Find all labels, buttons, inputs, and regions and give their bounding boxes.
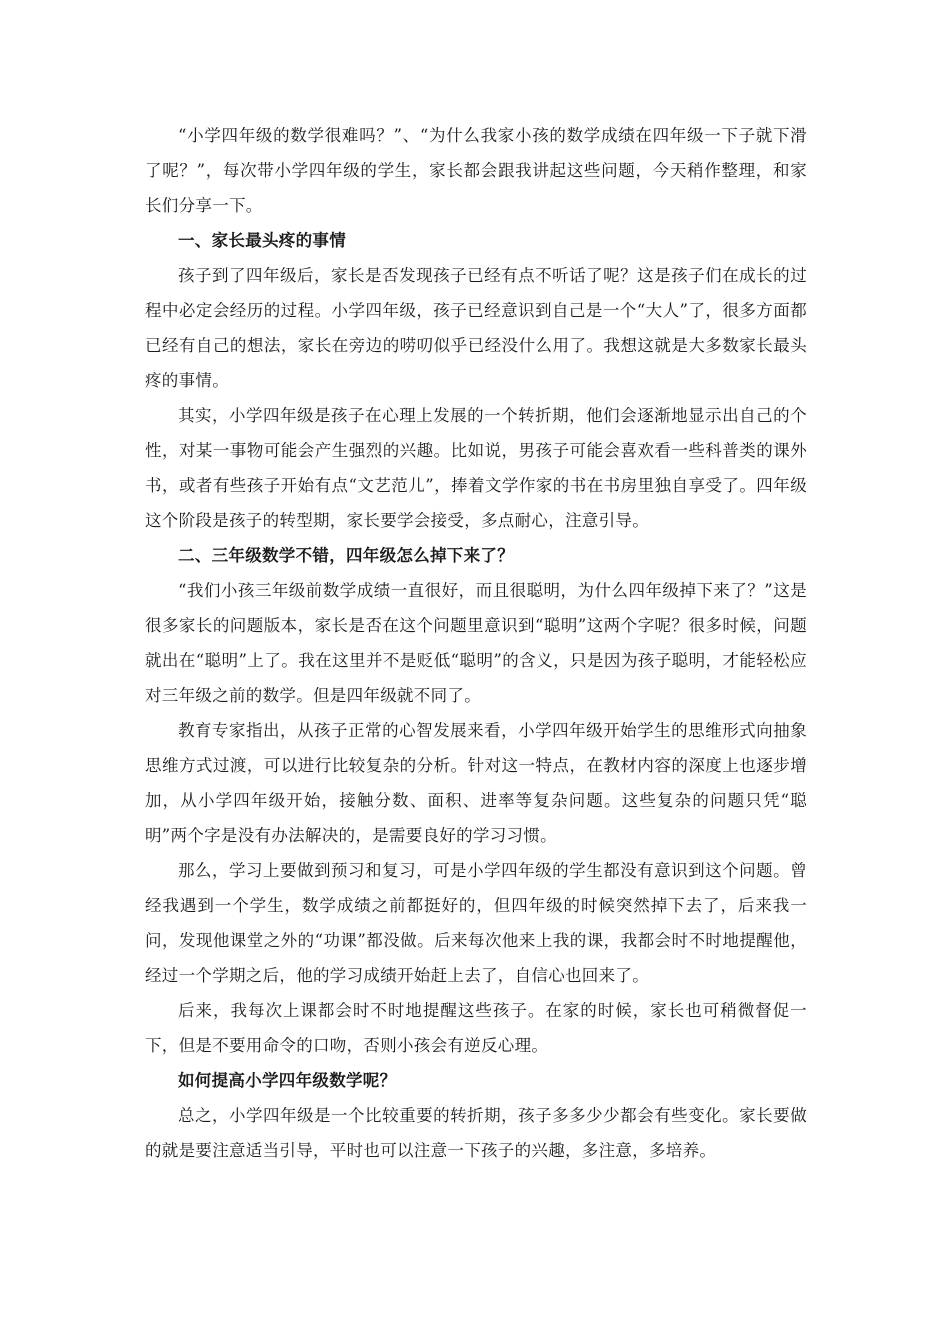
section-2-paragraph-4: 后来，我每次上课都会时不时地提醒这些孩子。在家的时候，家长也可稍微督促一下，但是不要用命令的口吻，否则小孩会有逆反心理。 xyxy=(145,1001,807,1055)
document-page xyxy=(145,118,807,1168)
section-1-heading: 一、家长最头疼的事情 xyxy=(178,231,346,250)
section-2-paragraph-3: 那么，学习上要做到预习和复习，可是小学四年级的学生都没有意识到这个问题。曾经我遇到一个学生，数学成绩之前都挺好的，但四年级的时候突然掉下去了，后来我一问，发现他课堂之外的“功课”都没做。后来每次他来上我的课，我都会时不时地提醒他，经过一个学期之后，他的学习成绩开始赶上去了，自信心也回来了。 xyxy=(145,861,807,985)
section-2-paragraph-2: 教育专家指出，从孩子正常的心智发展来看，小学四年级开始学生的思维形式向抽象思维方式过渡，可以进行比较复杂的分析。针对这一特点，在教材内容的深度上也逐步增加，从小学四年级开始，接触分数、面积、进率等复杂问题。这些复杂的问题只凭“聪明”两个字是没有办法解决的，是需要良好的学习习惯。 xyxy=(145,721,807,845)
section-2-paragraph-1: “我们小孩三年级前数学成绩一直很好，而且很聪明，为什么四年级掉下来了？”这是很多家长的问题版本，家长是否在这个问题里意识到“聪明”这两个字呢？很多时候，问题就出在“聪明”上了。我在这里并不是贬低“聪明”的含义，只是因为孩子聪明，才能轻松应对三年级之前的数学。但是四年级就不同了。 xyxy=(145,581,807,705)
section-2-heading: 二、三年级数学不错，四年级怎么掉下来了？ xyxy=(178,546,514,565)
intro-paragraph: “小学四年级的数学很难吗？”、“为什么我家小孩的数学成绩在四年级一下子就下滑了呢？”，每次带小学四年级的学生，家长都会跟我讲起这些问题，今天稍作整理，和家长们分享一下。 xyxy=(145,126,807,215)
section-1-paragraph-1: 孩子到了四年级后，家长是否发现孩子已经有点不听话了呢？这是孩子们在成长的过程中必定会经历的过程。小学四年级，孩子已经意识到自己是一个“大人”了，很多方面都已经有自己的想法，家长在旁边的唠叨似乎已经没什么用了。我想这就是大多数家长最头疼的事情。 xyxy=(145,266,807,390)
section-3-paragraph-1: 总之，小学四年级是一个比较重要的转折期，孩子多多少少都会有些变化。家长要做的就是要注意适当引导，平时也可以注意一下孩子的兴趣，多注意，多培养。 xyxy=(145,1106,807,1160)
section-1-paragraph-2: 其实，小学四年级是孩子在心理上发展的一个转折期，他们会逐渐地显示出自己的个性，对某一事物可能会产生强烈的兴趣。比如说，男孩子可能会喜欢看一些科普类的课外书，或者有些孩子开始有点“文艺范儿”，捧着文学作家的书在书房里独自享受了。四年级这个阶段是孩子的转型期，家长要学会接受，多点耐心，注意引导。 xyxy=(145,406,807,530)
section-3-heading: 如何提高小学四年级数学呢？ xyxy=(178,1071,397,1090)
